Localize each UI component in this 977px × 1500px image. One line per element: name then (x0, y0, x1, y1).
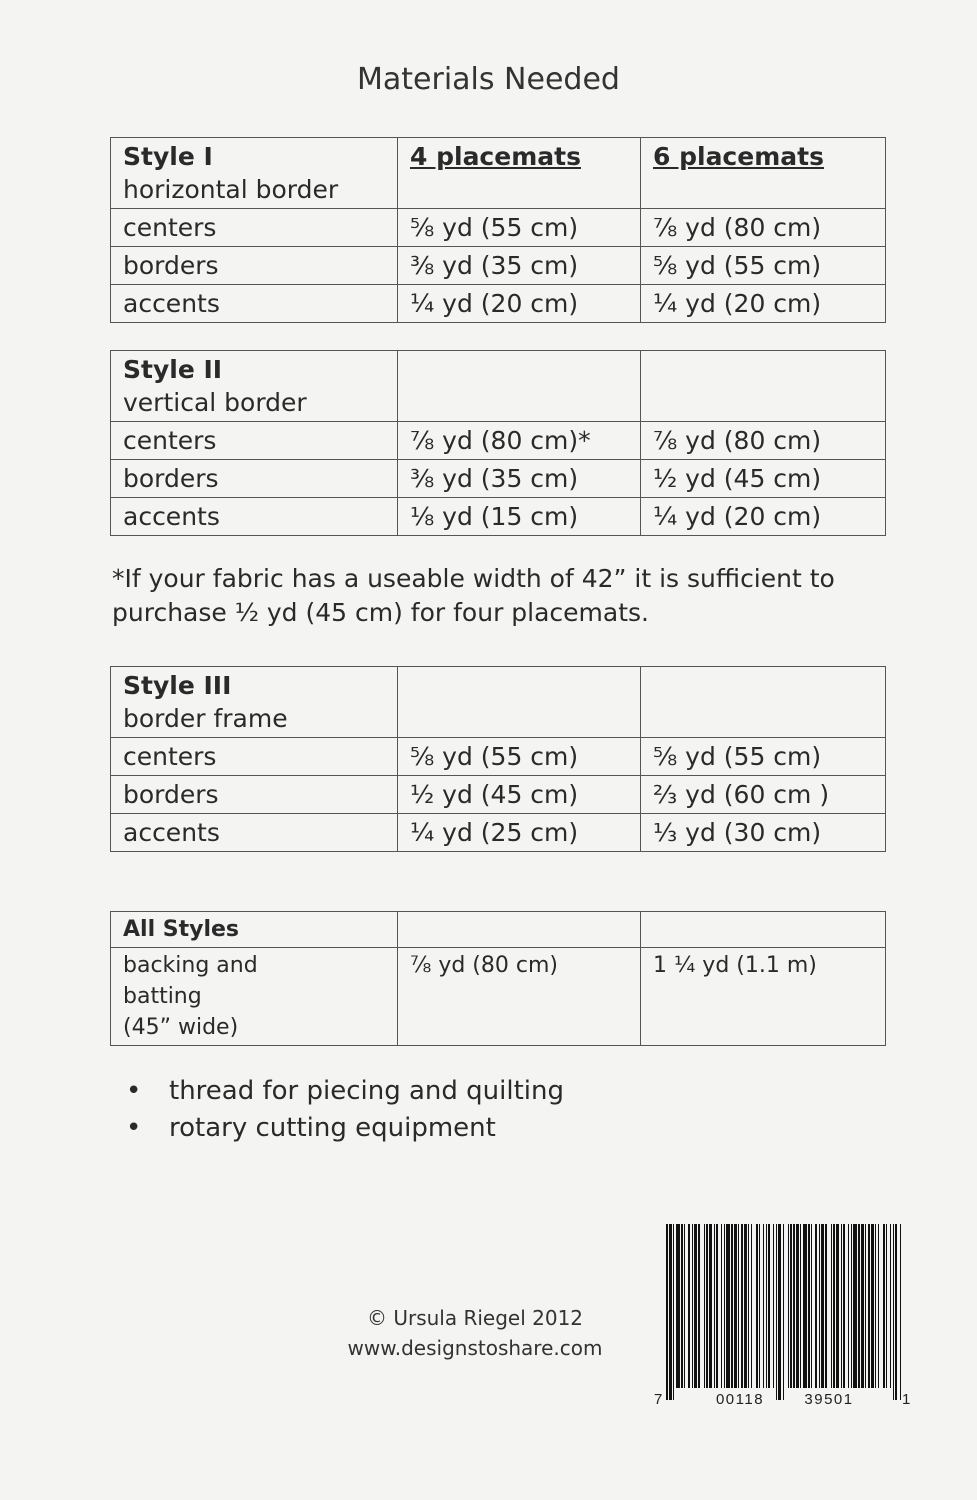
barcode-bar (673, 1224, 674, 1400)
row-label: centers (111, 209, 398, 247)
table-header-row (111, 912, 886, 948)
barcode-bar (726, 1224, 730, 1388)
column-header-4 (398, 138, 641, 209)
barcode-bar (731, 1224, 733, 1388)
value-4: ⅛ yd (15 cm) (398, 498, 641, 536)
value-4: ¼ yd (25 cm) (398, 814, 641, 852)
header-4-placemats: 4 placemats (410, 142, 581, 171)
bullet-list (126, 1073, 564, 1147)
barcode-bar (853, 1224, 857, 1388)
table-row (111, 247, 886, 285)
value-4: ⅜ yd (35 cm) (398, 460, 641, 498)
table-row (111, 209, 886, 247)
table-row (111, 776, 886, 814)
value-6: ⅔ yd (60 cm ) (641, 776, 886, 814)
style-cell (111, 667, 398, 738)
barcode-group-2: 39501 (804, 1391, 854, 1408)
barcode-bar (692, 1224, 693, 1388)
barcode-bar (886, 1224, 887, 1388)
row-label: borders (111, 776, 398, 814)
barcode-bar (694, 1224, 697, 1388)
style-3-table (110, 666, 886, 852)
table-row (111, 460, 886, 498)
style-subtitle: vertical border (123, 388, 307, 417)
row-label-line: batting (123, 984, 202, 1009)
barcode-bar (666, 1224, 668, 1400)
barcode-bar (796, 1224, 799, 1388)
list-item (126, 1073, 564, 1110)
row-label: borders (111, 460, 398, 498)
barcode-bar (808, 1224, 810, 1388)
barcode-bar (748, 1224, 749, 1388)
page-title: Materials Needed (357, 62, 620, 97)
barcode-bar (893, 1224, 894, 1400)
value-6: ⅝ yd (55 cm) (641, 738, 886, 776)
barcode-bar (684, 1224, 685, 1388)
table-header-row (111, 667, 886, 738)
barcode-bar (875, 1224, 876, 1388)
header-6-placemats: 6 placemats (653, 142, 824, 171)
value-4: ½ yd (45 cm) (398, 776, 641, 814)
value-4: ⅜ yd (35 cm) (398, 247, 641, 285)
barcode-bar (724, 1224, 725, 1388)
barcode-bar (714, 1224, 715, 1388)
style-2-table (110, 350, 886, 536)
table-header-row (111, 138, 886, 209)
barcode-bar (768, 1224, 770, 1388)
table-row (111, 948, 886, 1046)
value-6: ⅞ yd (80 cm) (641, 422, 886, 460)
barcode-bar (858, 1224, 860, 1388)
barcode-bar (788, 1224, 789, 1388)
value-6: 1 ¼ yd (1.1 m) (641, 948, 886, 1046)
barcode-bar (819, 1224, 820, 1388)
barcode-bar (843, 1224, 845, 1388)
barcode-bar (676, 1224, 680, 1388)
table-header-row (111, 351, 886, 422)
row-label: accents (111, 814, 398, 852)
barcode-bar (681, 1224, 683, 1388)
style-name: Style I (123, 142, 213, 171)
barcode-bar (841, 1224, 842, 1388)
barcode-bar (825, 1224, 827, 1388)
empty-header-cell (398, 351, 641, 422)
barcode-bar (836, 1224, 839, 1388)
table-row (111, 285, 886, 323)
row-label: accents (111, 498, 398, 536)
row-label: borders (111, 247, 398, 285)
row-label: accents (111, 285, 398, 323)
empty-header-cell (641, 351, 886, 422)
barcode-bar (716, 1224, 718, 1388)
barcode-bar (778, 1224, 781, 1400)
empty-header-cell (641, 912, 886, 948)
value-6: ⅝ yd (55 cm) (641, 247, 886, 285)
barcode-bar (883, 1224, 885, 1388)
row-label: centers (111, 738, 398, 776)
barcode-bar (865, 1224, 866, 1388)
barcode-bar (698, 1224, 700, 1388)
barcode-bar (734, 1224, 737, 1388)
value-6: ⅞ yd (80 cm) (641, 209, 886, 247)
barcode-bar (878, 1224, 879, 1388)
value-4: ¼ yd (20 cm) (398, 285, 641, 323)
empty-header-cell (398, 667, 641, 738)
barcode-bar (793, 1224, 795, 1388)
barcode-bar (861, 1224, 864, 1388)
list-item-text: rotary cutting equipment (169, 1113, 496, 1143)
barcode (652, 1222, 914, 1412)
barcode-bar (833, 1224, 835, 1388)
barcode-bar (811, 1224, 812, 1388)
list-item (126, 1110, 564, 1147)
value-6: ½ yd (45 cm) (641, 460, 886, 498)
row-label-line: backing and (123, 953, 258, 978)
value-6: ¼ yd (20 cm) (641, 498, 886, 536)
row-label-line: (45” wide) (123, 1015, 239, 1040)
style-name: Style III (123, 671, 232, 700)
barcode-bar (766, 1224, 767, 1388)
value-4: ⅝ yd (55 cm) (398, 738, 641, 776)
barcode-bar (709, 1224, 712, 1388)
barcode-bar (751, 1224, 752, 1388)
value-4: ⅞ yd (80 cm)* (398, 422, 641, 460)
barcode-bar (763, 1224, 764, 1388)
value-4: ⅝ yd (55 cm) (398, 209, 641, 247)
copyright: © Ursula Riegel 2012 (366, 1306, 584, 1330)
barcode-bar (704, 1224, 705, 1388)
barcode-bar (868, 1224, 870, 1388)
barcode-bar (815, 1224, 817, 1388)
table-row (111, 814, 886, 852)
barcode-bar (803, 1224, 807, 1388)
barcode-bar (756, 1224, 758, 1388)
style-subtitle: horizontal border (123, 175, 339, 204)
table-row (111, 738, 886, 776)
table-row (111, 422, 886, 460)
column-header-6 (641, 138, 886, 209)
style-cell (111, 351, 398, 422)
row-label (111, 948, 398, 1046)
row-label: centers (111, 422, 398, 460)
list-item-text: thread for piecing and quilting (169, 1076, 565, 1106)
barcode-bar (776, 1224, 777, 1400)
value-4: ⅞ yd (80 cm) (398, 948, 641, 1046)
barcode-group-1: 00118 (715, 1391, 765, 1408)
table-row (111, 498, 886, 536)
bullet-icon: • (126, 1113, 142, 1143)
barcode-bar (773, 1224, 774, 1388)
barcode-bar (741, 1224, 743, 1388)
empty-header-cell (398, 912, 641, 948)
barcode-bar (900, 1224, 901, 1400)
barcode-bar (800, 1224, 801, 1388)
barcode-bar (738, 1224, 739, 1388)
barcode-first-digit: 7 (654, 1391, 663, 1408)
footer (300, 1303, 650, 1363)
style-name: All Styles (111, 912, 398, 948)
style-name: Style II (123, 355, 223, 384)
barcode-bar (890, 1224, 891, 1388)
barcode-last-digit: 1 (902, 1391, 911, 1408)
style-subtitle: border frame (123, 704, 288, 733)
website-url: www.designstoshare.com (347, 1336, 603, 1360)
style-cell (111, 138, 398, 209)
footnote: *If your fabric has a useable width of 42” it is sufficient to purchase ½ yd (45 cm) for four placemats. (112, 564, 835, 627)
all-styles-table (110, 911, 886, 1046)
empty-header-cell (641, 667, 886, 738)
barcode-bar (790, 1224, 792, 1388)
barcode-bar (721, 1224, 722, 1388)
barcode-bar (848, 1224, 849, 1388)
barcode-bar (759, 1224, 760, 1388)
barcode-bar (669, 1224, 672, 1400)
barcode-bar (744, 1224, 747, 1388)
style-1-table (110, 137, 886, 323)
barcode-bar (851, 1224, 852, 1388)
value-6: ¼ yd (20 cm) (641, 285, 886, 323)
value-6: ⅓ yd (30 cm) (641, 814, 886, 852)
barcode-bar (688, 1224, 690, 1388)
barcode-bar (706, 1224, 708, 1388)
barcode-bar (783, 1224, 784, 1400)
bullet-icon: • (126, 1076, 142, 1106)
barcode-bar (831, 1224, 832, 1388)
barcode-bar (871, 1224, 874, 1388)
barcode-bar (895, 1224, 897, 1400)
barcode-bar (821, 1224, 824, 1388)
